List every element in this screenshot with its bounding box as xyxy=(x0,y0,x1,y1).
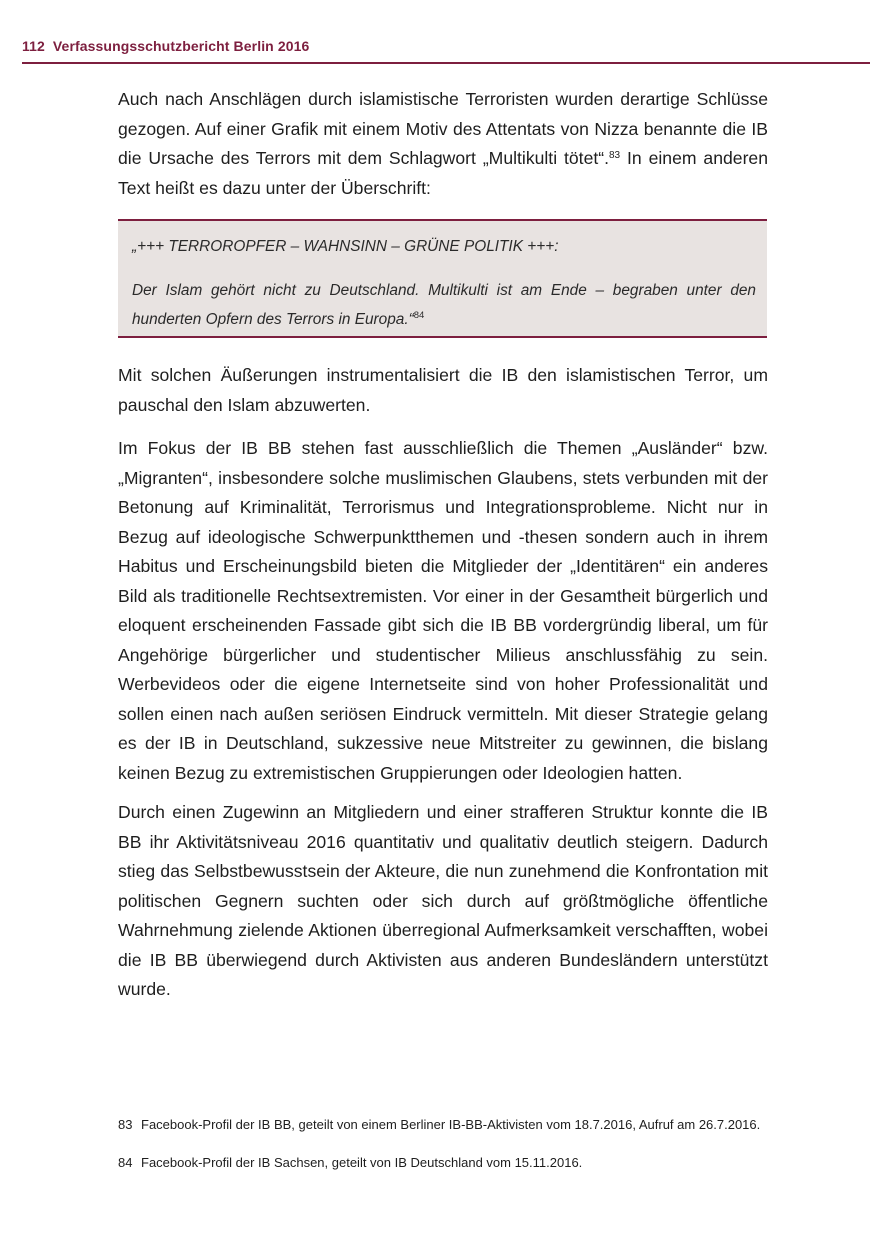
paragraph-2: Mit solchen Äußerungen instrumentalisiert die IB den islamistischen Terror, um pauschal den Islam abzuwerten. xyxy=(118,365,768,415)
footnote-83 xyxy=(118,1116,768,1133)
paragraph-1-text: Auch nach Anschlägen durch islamistische Terroristen wurden derartige Schlüsse gezogen. Auf einer Grafik mit einem Motiv des Attentats von Nizza benannte die IB die Ursache des Terrors mit dem Schlagwort „Multikulti tötet“. xyxy=(118,89,768,168)
footnote-text: Facebook-Profil der IB BB, geteilt von einem Berliner IB-BB-Aktivisten vom 18.7.2016, Aufruf am 26.7.2016. xyxy=(141,1117,761,1132)
running-header xyxy=(22,38,309,54)
footnote-ref-84: 84 xyxy=(413,310,425,321)
header-divider xyxy=(22,62,870,64)
footnote-number: 83 xyxy=(118,1117,133,1132)
footnote-84 xyxy=(118,1154,768,1171)
quote-heading: „+++ TERROROPFER – WAHNSINN – GRÜNE POLITIK +++: xyxy=(132,238,559,255)
quote-block xyxy=(118,219,767,338)
paragraph-1-tail: In einem anderen Text heißt es dazu unter der Überschrift: xyxy=(118,148,768,198)
footnote-number: 84 xyxy=(118,1155,133,1170)
footnote-text: Facebook-Profil der IB Sachsen, geteilt von IB Deutschland vom 15.11.2016. xyxy=(141,1155,583,1170)
paragraph-4: Durch einen Zugewinn an Mitgliedern und einer strafferen Struktur konnte die IB BB ihr Aktivitätsniveau 2016 quantitativ und qualitativ deutlich steigern. Dadurch stieg das Selbstbewusstsein der Akteure, die nun zunehmend die Konfrontation mit politischen Gegnern suchten oder sich durch auf größtmögliche öffentliche Wahrnehmung zielende Aktionen überregional Aufmerksamkeit verschafften, wobei die IB BB überwiegend durch Aktivisten aus anderen Bundesländern unterstützt wurde. xyxy=(118,802,768,999)
quote-body xyxy=(132,276,756,334)
paragraph-3: Im Fokus der IB BB stehen fast ausschließlich die Themen „Ausländer“ bzw. „Migranten“, insbesondere solche muslimischen Glaubens, stets verbunden mit der Betonung auf Kriminalität, Terrorismus und Integrationsprobleme. Nicht nur in Bezug auf ideologische Schwerpunktthemen und -thesen sondern auch in ihrem Habitus und Erscheinungsbild bieten die Mitglieder der „Identitären“ ein anderes Bild als traditionelle Rechtsextremisten. Vor einer in der Gesamtheit bürgerlich und eloquent erscheinenden Fassade gibt sich die IB BB vordergründig liberal, um für Angehörige bürgerlicher und studentischer Milieus anschlussfähig zu sein. Werbevideos oder die eigene Internetseite sind von hoher Professionalität und sollen einen nach außen seriösen Eindruck vermitteln. Mit dieser Strategie gelang es der IB in Deutschland, sukzessive neue Mitstreiter zu gewinnen, die bislang keinen Bezug zu extremistischen Gruppierungen oder Ideologien hatten. xyxy=(118,438,768,783)
paragraph-1 xyxy=(118,85,768,203)
report-title: Verfassungsschutzbericht Berlin 2016 xyxy=(52,38,310,54)
quote-text: Der Islam gehört nicht zu Deutschland. Multikulti ist am Ende – begraben unter den hunderten Opfern des Terrors in Europa.“ xyxy=(132,282,756,328)
page-number: 112 xyxy=(22,38,45,54)
footnote-ref-83: 83 xyxy=(609,150,621,161)
